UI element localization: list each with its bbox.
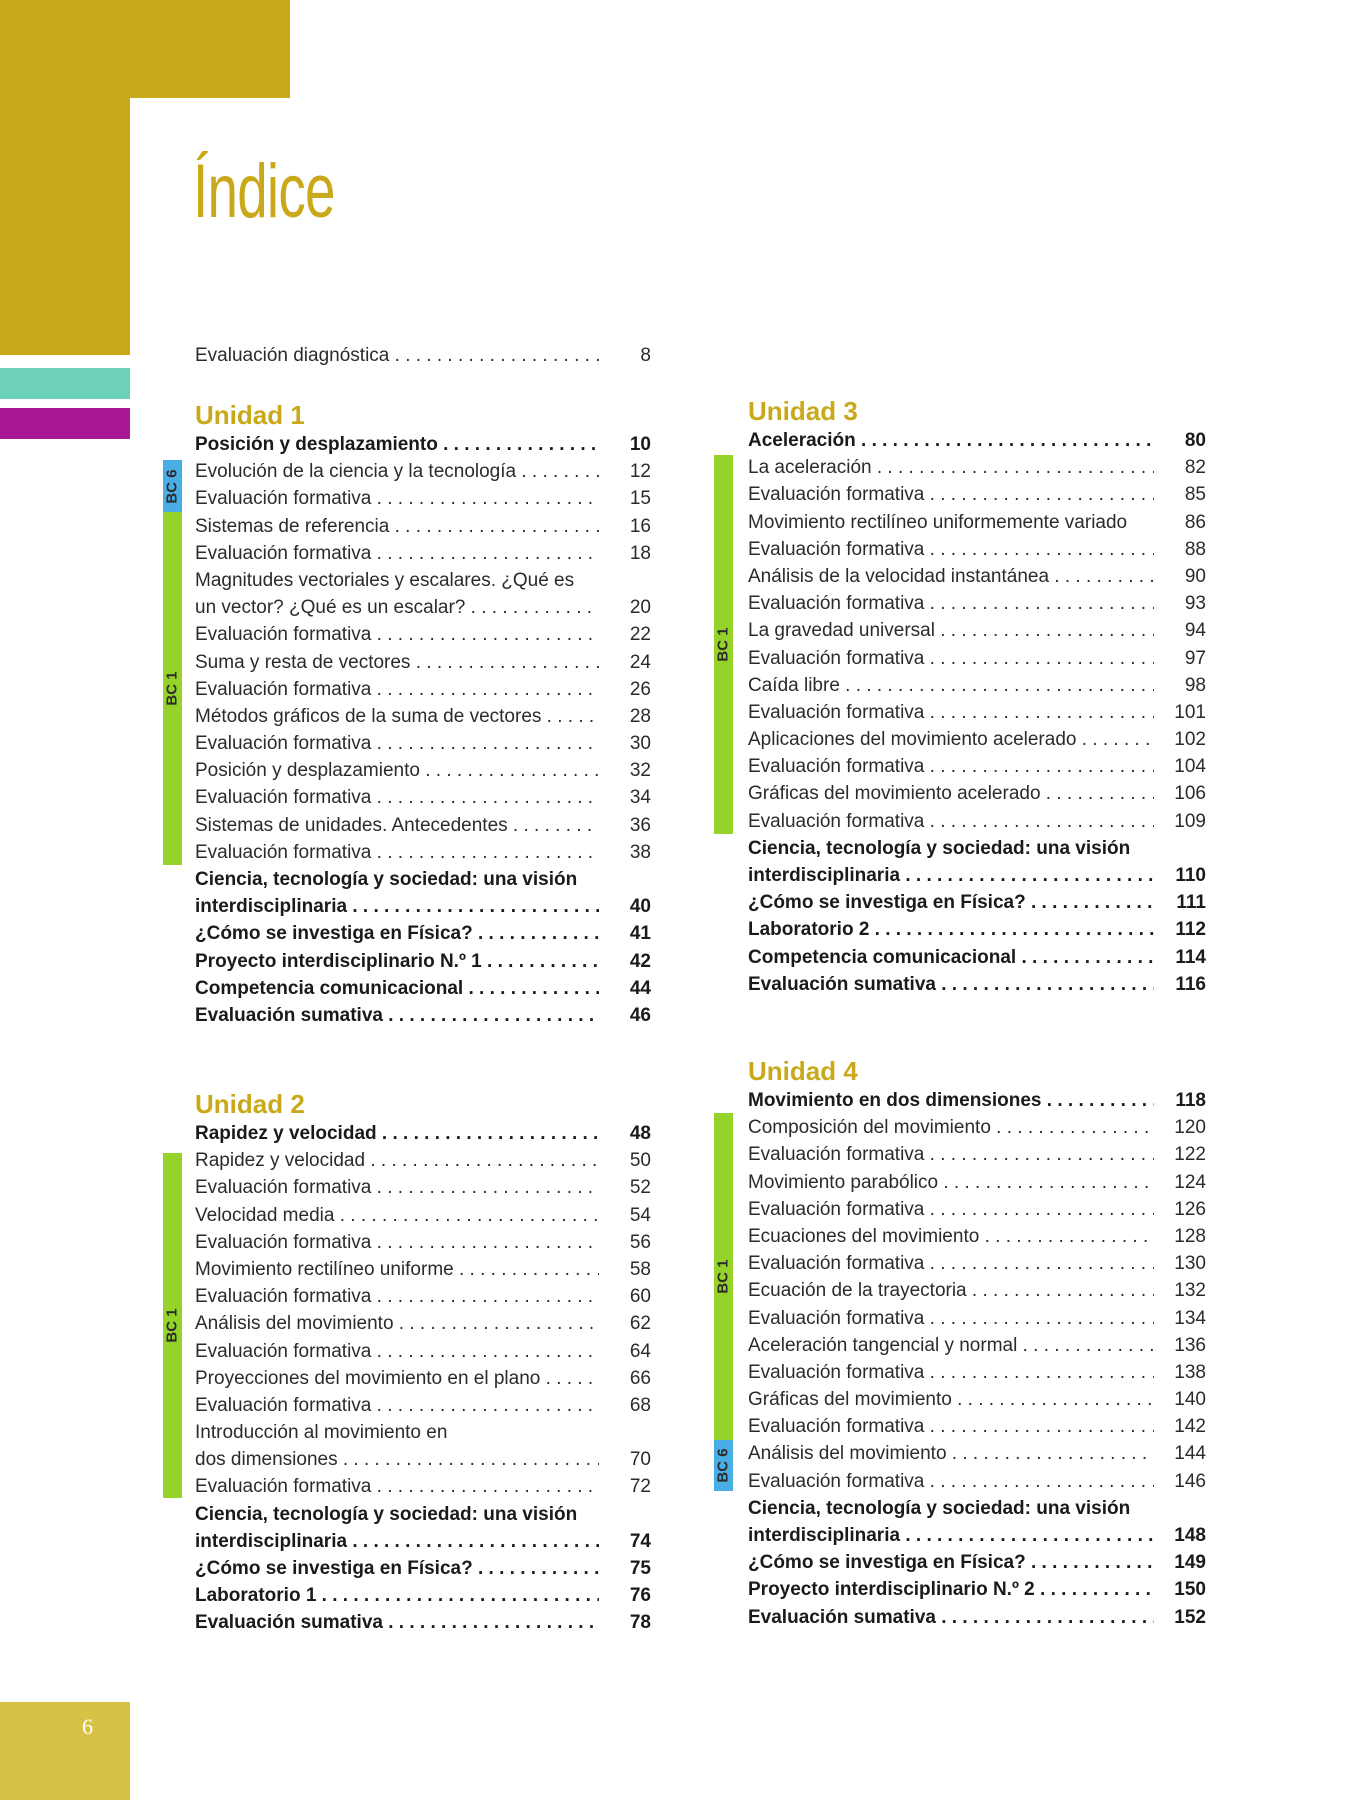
- entry-page: 150: [1174, 1579, 1206, 1601]
- entry-page: 149: [1174, 1552, 1206, 1574]
- entry-page: 124: [1174, 1171, 1206, 1193]
- toc-entry[interactable]: [195, 1392, 651, 1419]
- toc-entry[interactable]: [195, 1174, 651, 1201]
- entry-label: La aceleración . . .: [748, 454, 1154, 481]
- entry-label: Evaluación formativa . . .: [195, 1229, 599, 1256]
- entry-label: Rapidez y velocidad . . .: [195, 1147, 599, 1174]
- entry-label: interdisciplinaria . . .: [195, 1528, 599, 1555]
- entry-page: 20: [629, 597, 651, 619]
- entry-label: Evaluación formativa . . .: [195, 730, 599, 757]
- toc-entry[interactable]: [195, 1582, 651, 1609]
- toc-entry[interactable]: [748, 1223, 1206, 1250]
- entry-label: Gráficas del movimiento . . .: [748, 1386, 1154, 1413]
- entry-page: 109: [1174, 810, 1206, 832]
- entry-page: 122: [1174, 1144, 1206, 1166]
- entry-page: 34: [629, 787, 651, 809]
- unit3-section: [748, 395, 1206, 998]
- entry-page: 50: [629, 1150, 651, 1172]
- entry-label: Evaluación formativa . . .: [195, 676, 599, 703]
- toc-entry[interactable]: [195, 431, 651, 458]
- toc-entry[interactable]: [195, 1283, 651, 1310]
- unit2-entries: [195, 1120, 651, 1637]
- toc-entry[interactable]: [195, 866, 651, 893]
- toc-entry[interactable]: [195, 839, 651, 866]
- entry-label: Gráficas del movimiento acelerado . . .: [748, 780, 1154, 807]
- toc-entry[interactable]: [748, 427, 1206, 454]
- toc-entry[interactable]: [748, 1169, 1206, 1196]
- toc-entry[interactable]: [195, 1555, 651, 1582]
- entry-page: 130: [1174, 1253, 1206, 1275]
- entry-page: 85: [1184, 484, 1206, 506]
- entry-label: Aceleración . . .: [748, 427, 1154, 454]
- toc-entry[interactable]: [748, 617, 1206, 644]
- entry-page: 140: [1174, 1389, 1206, 1411]
- entry-page: 66: [629, 1367, 651, 1389]
- toc-entry[interactable]: [748, 916, 1206, 943]
- entry-label: Proyecto interdisciplinario N.º 2 . . .: [748, 1576, 1154, 1603]
- entry-label: Evaluación formativa . . .: [195, 1338, 599, 1365]
- toc-entry[interactable]: [748, 672, 1206, 699]
- entry-label: Caída libre . . .: [748, 672, 1154, 699]
- entry-page: 146: [1174, 1470, 1206, 1492]
- entry-page: 10: [629, 434, 651, 455]
- entry-label: Evaluación formativa . . .: [195, 839, 599, 866]
- unit1-title: Unidad 1: [195, 400, 305, 430]
- decorative-stripe-teal: [0, 368, 130, 399]
- bc-tag-label: BC 1: [715, 1259, 732, 1294]
- toc-entry[interactable]: [195, 757, 651, 784]
- toc-entry[interactable]: [748, 1549, 1206, 1576]
- toc-entry[interactable]: [195, 1473, 651, 1500]
- toc-entry[interactable]: [195, 1419, 651, 1446]
- entry-label: Competencia comunicacional . . .: [195, 975, 599, 1002]
- entry-label: Análisis de la velocidad instantánea . . .: [748, 563, 1154, 590]
- toc-entry[interactable]: [195, 730, 651, 757]
- toc-entry[interactable]: [748, 1141, 1206, 1168]
- toc-entry[interactable]: [748, 481, 1206, 508]
- entry-page: 82: [1184, 457, 1206, 479]
- entry-page: 142: [1174, 1416, 1206, 1438]
- toc-entry[interactable]: [748, 1114, 1206, 1141]
- bc-tag-unit4-bottom: [714, 1440, 733, 1491]
- entry-label: Evaluación formativa . . .: [748, 753, 1154, 780]
- entry-page: 98: [1184, 674, 1206, 696]
- entry-label: Evolución de la ciencia y la tecnología . . .: [195, 458, 599, 485]
- entry-page: 97: [1184, 647, 1206, 669]
- entry-page: 72: [629, 1476, 651, 1498]
- entry-label: Ciencia, tecnología y sociedad: una visión: [195, 869, 578, 890]
- bc-tag-label: BC 1: [715, 627, 732, 662]
- diagnostic-section: [195, 342, 651, 369]
- unit3-title: Unidad 3: [748, 396, 858, 426]
- entry-page: 18: [629, 542, 651, 564]
- entry-label: Evaluación formativa . . .: [748, 1468, 1154, 1495]
- toc-entry[interactable]: [195, 1229, 651, 1256]
- toc-entry[interactable]: [748, 1604, 1206, 1631]
- toc-entry[interactable]: [195, 594, 651, 621]
- entry-page: 136: [1174, 1334, 1206, 1356]
- entry-label: Evaluación formativa . . .: [748, 590, 1154, 617]
- entry-page: 75: [629, 1558, 651, 1579]
- unit2-section: [195, 1088, 651, 1637]
- toc-entry[interactable]: [748, 1250, 1206, 1277]
- bc-tag-unit1-bottom: [163, 512, 182, 865]
- entry-page: 111: [1176, 892, 1206, 914]
- toc-entry[interactable]: [195, 1147, 651, 1174]
- entry-page: 90: [1184, 565, 1206, 587]
- entry-label: Análisis del movimiento . . .: [748, 1440, 1154, 1467]
- entry-page: 138: [1174, 1361, 1206, 1383]
- entry-page: 132: [1174, 1280, 1206, 1302]
- entry-label: Evaluación formativa . . .: [748, 1141, 1154, 1168]
- entry-page: 36: [629, 814, 651, 836]
- entry-label: Sistemas de unidades. Antecedentes . . .: [195, 812, 599, 839]
- toc-entry[interactable]: [748, 753, 1206, 780]
- entry-label: Evaluación formativa . . .: [195, 1283, 599, 1310]
- toc-entry[interactable]: [748, 1332, 1206, 1359]
- entry-label: La gravedad universal . . .: [748, 617, 1154, 644]
- toc-entry[interactable]: [748, 889, 1206, 916]
- entry-page: 106: [1174, 783, 1206, 805]
- toc-entry[interactable]: [748, 1087, 1206, 1114]
- toc-entry[interactable]: [195, 1202, 651, 1229]
- entry-page: 86: [1184, 511, 1206, 533]
- entry-page: 16: [629, 515, 651, 537]
- toc-entry[interactable]: [195, 567, 651, 594]
- toc-entry[interactable]: [748, 726, 1206, 753]
- toc-entry[interactable]: [748, 1440, 1206, 1467]
- entry-label: Competencia comunicacional . . .: [748, 944, 1154, 971]
- entry-page: 8: [640, 345, 651, 366]
- entry-label: Velocidad media . . .: [195, 1202, 599, 1229]
- decorative-stripe-magenta: [0, 408, 130, 439]
- entry-page: 58: [629, 1258, 651, 1280]
- toc-entry[interactable]: [748, 1386, 1206, 1413]
- bc-tag-label: BC 6: [164, 468, 181, 504]
- entry-page: 30: [629, 733, 651, 755]
- entry-label: Ciencia, tecnología y sociedad: una visión: [748, 837, 1131, 859]
- toc-entry[interactable]: [195, 1446, 651, 1473]
- toc-entry[interactable]: [195, 812, 651, 839]
- entry-page: 46: [629, 1004, 651, 1026]
- toc-entry[interactable]: [748, 862, 1206, 889]
- toc-entry[interactable]: [748, 563, 1206, 590]
- entry-label: Evaluación sumativa . . .: [748, 971, 1154, 998]
- toc-entry[interactable]: [195, 649, 651, 676]
- entry-page: 74: [629, 1530, 651, 1552]
- entry-page: 41: [629, 923, 651, 945]
- entry-page: 118: [1175, 1090, 1206, 1111]
- toc-entry[interactable]: [748, 645, 1206, 672]
- entry-page: 40: [629, 896, 651, 918]
- entry-page: 110: [1175, 865, 1206, 886]
- toc-entry[interactable]: [748, 1305, 1206, 1332]
- entry-label: Proyecciones del movimiento en el plano . . .: [195, 1365, 599, 1392]
- toc-entry[interactable]: [195, 975, 651, 1002]
- entry-page: 101: [1174, 701, 1206, 723]
- entry-label: Sistemas de referencia . . .: [195, 513, 599, 540]
- toc-entry[interactable]: [195, 784, 651, 811]
- entry-label: Evaluación formativa . . .: [195, 485, 599, 512]
- bc-tag-unit2: [163, 1153, 182, 1498]
- entry-page: 102: [1174, 729, 1206, 751]
- toc-entry[interactable]: [748, 1468, 1206, 1495]
- entry-page: 15: [629, 488, 651, 510]
- entry-label: Proyecto interdisciplinario N.º 1 . . .: [195, 948, 599, 975]
- entry-label: Evaluación formativa . . .: [748, 1196, 1154, 1223]
- entry-page: 28: [629, 705, 651, 727]
- entry-label: Evaluación formativa . . .: [748, 1359, 1154, 1386]
- entry-label: Evaluación formativa . . .: [748, 645, 1154, 672]
- toc-entry[interactable]: [195, 1310, 651, 1337]
- entry-label: Evaluación formativa . . .: [195, 1473, 599, 1500]
- toc-entry[interactable]: [195, 513, 651, 540]
- entry-page: 152: [1174, 1606, 1206, 1628]
- entry-label: Posición y desplazamiento . . .: [195, 757, 599, 784]
- entry-label: Evaluación formativa . . .: [748, 808, 1154, 835]
- entry-page: 126: [1174, 1198, 1206, 1220]
- toc-entry-diagnostic[interactable]: [195, 342, 651, 369]
- bc-tag-unit4-top: [714, 1113, 733, 1440]
- entry-label: interdisciplinaria . . .: [195, 893, 599, 920]
- entry-page: 88: [1184, 538, 1206, 560]
- entry-label: Evaluación formativa . . .: [748, 1305, 1154, 1332]
- entry-label: Evaluación formativa . . .: [748, 1250, 1154, 1277]
- toc-entry[interactable]: [748, 808, 1206, 835]
- entry-page: 12: [629, 461, 651, 483]
- entry-label: Ciencia, tecnología y sociedad: una visión: [195, 1503, 578, 1525]
- entry-label: Aplicaciones del movimiento acelerado . . .: [748, 726, 1154, 753]
- entry-page: 70: [629, 1449, 651, 1471]
- entry-page: 60: [629, 1286, 651, 1308]
- toc-entry[interactable]: [748, 454, 1206, 481]
- entry-label: dos dimensiones . . .: [195, 1446, 599, 1473]
- entry-label: ¿Cómo se investiga en Física? . . .: [195, 1555, 599, 1582]
- entry-label: Magnitudes vectoriales y escalares. ¿Qué es: [195, 569, 575, 591]
- entry-label: Evaluación formativa . . .: [748, 481, 1154, 508]
- entry-page: 76: [629, 1585, 651, 1607]
- entry-label: Introducción al movimiento en: [195, 1422, 448, 1444]
- toc-entry[interactable]: [195, 1256, 651, 1283]
- entry-label: interdisciplinaria . . .: [748, 1522, 1154, 1549]
- toc-entry[interactable]: [195, 703, 651, 730]
- entry-page: 144: [1174, 1443, 1206, 1465]
- entry-label: Evaluación sumativa . . .: [195, 1609, 599, 1636]
- entry-page: 26: [629, 678, 651, 700]
- unit3-entries: [748, 427, 1206, 998]
- toc-entry[interactable]: [748, 699, 1206, 726]
- entry-label: Movimiento rectilíneo uniforme . . .: [195, 1256, 599, 1283]
- entry-page: 116: [1175, 973, 1206, 995]
- entry-page: 52: [629, 1177, 651, 1199]
- entry-label: Movimiento en dos dimensiones . . .: [748, 1087, 1154, 1114]
- bc-tag-label: BC 1: [164, 1308, 181, 1343]
- entry-page: 38: [629, 841, 651, 863]
- entry-page: 68: [629, 1394, 651, 1416]
- entry-label: Evaluación formativa . . .: [195, 540, 599, 567]
- entry-label: ¿Cómo se investiga en Física? . . .: [748, 889, 1154, 916]
- entry-label: ¿Cómo se investiga en Física? . . .: [748, 1549, 1154, 1576]
- unit4-title: Unidad 4: [748, 1056, 858, 1086]
- unit1-section: [195, 399, 651, 1029]
- entry-page: 104: [1174, 756, 1206, 778]
- entry-page: 44: [629, 977, 651, 999]
- entry-label: Evaluación formativa . . .: [748, 1413, 1154, 1440]
- entry-label: Laboratorio 1 . . .: [195, 1582, 599, 1609]
- toc-entry[interactable]: [748, 1413, 1206, 1440]
- entry-page: 134: [1174, 1307, 1206, 1329]
- toc-entry[interactable]: [748, 590, 1206, 617]
- entry-label: Evaluación sumativa . . .: [748, 1604, 1154, 1631]
- toc-entry[interactable]: [195, 540, 651, 567]
- entry-label: Métodos gráficos de la suma de vectores . . .: [195, 703, 599, 730]
- entry-label: Ecuación de la trayectoria . . .: [748, 1277, 1154, 1304]
- entry-label: Composición del movimiento . . .: [748, 1114, 1154, 1141]
- toc-entry[interactable]: [195, 920, 651, 947]
- entry-label: interdisciplinaria . . .: [748, 862, 1154, 889]
- entry-page: 22: [629, 624, 651, 646]
- toc-entry[interactable]: [195, 948, 651, 975]
- entry-label: Laboratorio 2 . . .: [748, 916, 1154, 943]
- entry-page: 80: [1184, 430, 1206, 451]
- entry-label: Evaluación diagnóstica . . .: [195, 342, 599, 369]
- entry-label: Ciencia, tecnología y sociedad: una visión: [748, 1497, 1131, 1519]
- entry-label: Evaluación formativa . . .: [195, 1392, 599, 1419]
- entry-page: 54: [629, 1204, 651, 1226]
- toc-entry[interactable]: [195, 1365, 651, 1392]
- toc-entry[interactable]: [195, 893, 651, 920]
- entry-label: Posición y desplazamiento . . .: [195, 431, 599, 458]
- toc-entry[interactable]: [195, 1501, 651, 1528]
- unit2-title: Unidad 2: [195, 1089, 305, 1119]
- entry-label: Evaluación formativa . . .: [195, 1174, 599, 1201]
- bc-tag-unit1-top: [163, 460, 182, 512]
- entry-label: Evaluación formativa . . .: [748, 699, 1154, 726]
- entry-page: 94: [1184, 620, 1206, 642]
- entry-page: 32: [629, 760, 651, 782]
- toc-entry[interactable]: [748, 1495, 1206, 1522]
- page-number: 6: [82, 1714, 93, 1739]
- toc-entry[interactable]: [195, 1338, 651, 1365]
- toc-entry[interactable]: [748, 536, 1206, 563]
- decorative-band-left: [0, 0, 130, 355]
- toc-entry[interactable]: [195, 458, 651, 485]
- toc-entry[interactable]: [195, 485, 651, 512]
- bc-tag-label: BC 1: [164, 671, 181, 706]
- unit4-entries: [748, 1087, 1206, 1631]
- entry-label: Evaluación formativa . . .: [195, 621, 599, 648]
- entry-label: ¿Cómo se investiga en Física? . . .: [195, 920, 599, 947]
- toc-entry[interactable]: [195, 676, 651, 703]
- toc-entry[interactable]: [748, 1277, 1206, 1304]
- toc-entry[interactable]: [195, 1002, 651, 1029]
- entry-label: Rapidez y velocidad . . .: [195, 1120, 599, 1147]
- entry-page: 120: [1174, 1117, 1206, 1139]
- entry-page: 78: [629, 1612, 651, 1634]
- entry-page: 48: [629, 1123, 651, 1144]
- bc-tag-unit3: [714, 455, 733, 834]
- entry-page: 93: [1184, 593, 1206, 615]
- entry-page: 114: [1175, 946, 1206, 968]
- entry-page: 64: [629, 1340, 651, 1362]
- page-title: Índice: [193, 149, 335, 234]
- entry-label: Análisis del movimiento . . .: [195, 1310, 599, 1337]
- entry-label: Evaluación formativa . . .: [195, 784, 599, 811]
- toc-entry[interactable]: [195, 1528, 651, 1555]
- unit1-entries: [195, 431, 651, 1029]
- entry-label: Evaluación sumativa . . .: [195, 1002, 599, 1029]
- entry-label: Evaluación formativa . . .: [748, 536, 1154, 563]
- toc-entry[interactable]: [195, 621, 651, 648]
- entry-page: 42: [629, 950, 651, 972]
- entry-label: un vector? ¿Qué es un escalar? . . .: [195, 594, 599, 621]
- toc-entry[interactable]: [195, 1120, 651, 1147]
- toc-entry[interactable]: [748, 509, 1206, 536]
- toc-entry[interactable]: [748, 1576, 1206, 1603]
- entry-page: 148: [1174, 1525, 1206, 1546]
- toc-entry[interactable]: [748, 835, 1206, 862]
- toc-entry[interactable]: [195, 1609, 651, 1636]
- toc-entry[interactable]: [748, 944, 1206, 971]
- unit4-section: [748, 1055, 1206, 1631]
- entry-label: Aceleración tangencial y normal . . .: [748, 1332, 1154, 1359]
- entry-page: 128: [1174, 1225, 1206, 1247]
- entry-label: Suma y resta de vectores . . .: [195, 649, 599, 676]
- entry-label: Movimiento parabólico . . .: [748, 1169, 1154, 1196]
- toc-entry[interactable]: [748, 1522, 1206, 1549]
- toc-entry[interactable]: [748, 971, 1206, 998]
- entry-label: Ecuaciones del movimiento . . .: [748, 1223, 1154, 1250]
- toc-entry[interactable]: [748, 780, 1206, 807]
- entry-page: 62: [629, 1313, 651, 1335]
- bc-tag-label: BC 6: [715, 1448, 732, 1483]
- toc-entry[interactable]: [748, 1196, 1206, 1223]
- entry-page: 112: [1175, 919, 1206, 941]
- entry-label: Movimiento rectilíneo uniformemente variado: [748, 511, 1128, 533]
- entry-page: 24: [629, 651, 651, 673]
- toc-entry[interactable]: [748, 1359, 1206, 1386]
- entry-page: 56: [629, 1231, 651, 1253]
